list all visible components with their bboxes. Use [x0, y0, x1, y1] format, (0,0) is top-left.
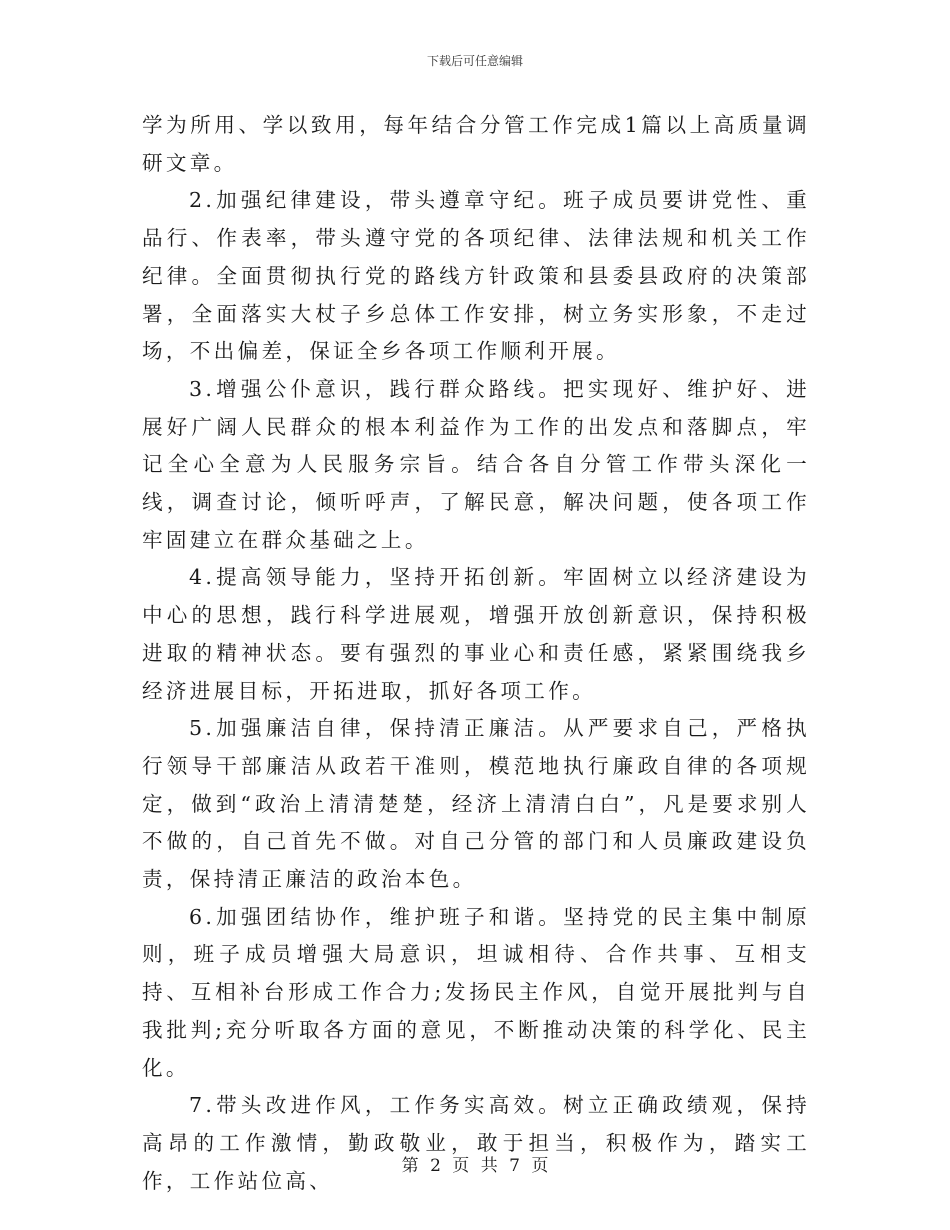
document-body [142, 107, 810, 1200]
paragraph-continued: 学为所用、学以致用，每年结合分管工作完成1篇以上高质量调研文章。 [142, 113, 810, 175]
page-header: 下载后可任意编辑 [426, 54, 523, 68]
paragraph-item-2: 2.加强纪律建设，带头遵章守纪。班子成员要讲党性、重品行、作表率，带头遵守党的各项纪律、法律法规和机关工作纪律。全面贯彻执行党的路线方针政策和县委县政府的决策部署，全面落实大杖子乡总体工作安排，树立务实形象，不走过场，不出偏差，保证全乡各项工作顺利开展。 [142, 188, 810, 364]
page-number-footer: 第 2 页 共 7 页 [401, 1156, 549, 1176]
paragraph-item-7: 7.带头改进作风，工作务实高效。树立正确政绩观，保持高昂的工作激情，勤政敬业，敢于担当，积极作为，踏实工作，工作站位高、 [142, 1093, 810, 1193]
paragraph-item-5: 5.加强廉洁自律，保持清正廉洁。从严要求自己，严格执行领导干部廉洁从政若干准则，模范地执行廉政自律的各项规定，做到“政治上清清楚楚，经济上清清白白”，凡是要求别人不做的，自己首先不做。对自己分管的部门和人员廉政建设负责，保持清正廉洁的政治本色。 [142, 716, 810, 892]
paragraph-item-4: 4.提高领导能力，坚持开拓创新。牢固树立以经济建设为中心的思想，践行科学进展观，增强开放创新意识，保持积极进取的精神状态。要有强烈的事业心和责任感，紧紧围绕我乡经济进展目标，开拓进取，抓好各项工作。 [142, 565, 810, 703]
paragraph-item-6: 6.加强团结协作，维护班子和谐。坚持党的民主集中制原则，班子成员增强大局意识，坦诚相待、合作共事、互相支持、互相补台形成工作合力;发扬民主作风，自觉开展批判与自我批判;充分听取各方面的意见，不断推动决策的科学化、民主化。 [142, 904, 810, 1080]
paragraph-item-3: 3.增强公仆意识，践行群众路线。把实现好、维护好、进展好广阔人民群众的根本利益作为工作的出发点和落脚点，牢记全心全意为人民服务宗旨。结合各自分管工作带头深化一线，调查讨论，倾听呼声，了解民意，解决问题，使各项工作牢固建立在群众基础之上。 [142, 376, 810, 552]
